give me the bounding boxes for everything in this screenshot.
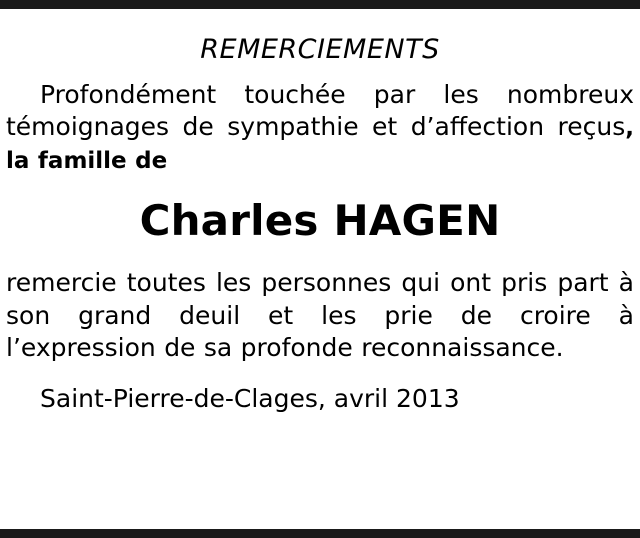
thanks-paragraph-intro-text: Profondément touchée par les nombreux témoignages de sympathie et d’affection reçus <box>6 79 634 142</box>
family-of-label: , la famille de <box>6 115 634 175</box>
top-rule-divider <box>0 0 640 9</box>
notice-heading: REMERCIEMENTS <box>200 34 440 65</box>
thanks-paragraph-intro <box>6 79 634 177</box>
notice-body <box>0 9 640 529</box>
place-and-date: Saint-Pierre-de-Clages, avril 2013 <box>40 383 460 413</box>
bottom-rule-divider <box>0 529 640 538</box>
thanks-paragraph-body: remercie toutes les personnes qui ont pris part à son grand deuil et les prie de croire à l’expression de sa profonde reconnaissance. <box>6 268 634 363</box>
deceased-name: Charles HAGEN <box>139 195 501 245</box>
